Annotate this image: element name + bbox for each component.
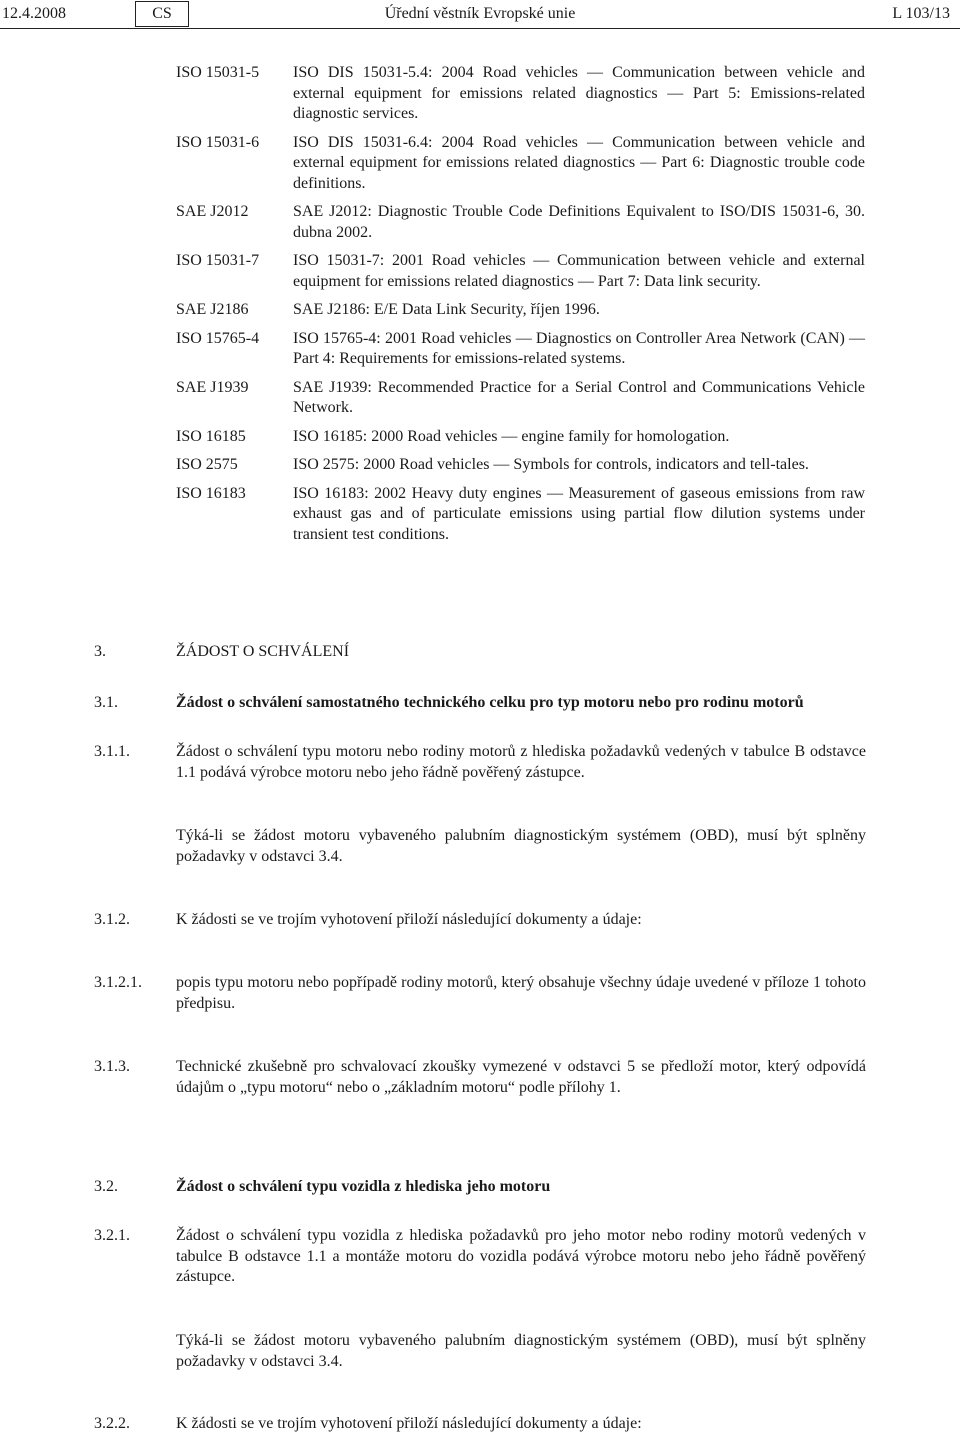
header-date: 12.4.2008 bbox=[2, 5, 66, 22]
reference-row bbox=[176, 427, 876, 448]
section-text: Žádost o schválení typu motoru nebo rodiny motorů z hlediska požadavků vedených v tabulce B odstavce 1.1 podává výrobce motoru nebo jeho řádně pověřený zástupce. bbox=[176, 743, 866, 781]
section-3 bbox=[94, 642, 874, 663]
reference-list bbox=[176, 63, 876, 545]
reference-code: SAE J2012 bbox=[176, 203, 249, 220]
section-3-2-2 bbox=[94, 1414, 874, 1435]
section-text: Technické zkušebně pro schvalovací zkoušky vymezené v odstavci 5 se předloží motor, který odpovídá údajům o „typu motoru“ nebo o „základním motoru“ podle přílohy 1. bbox=[176, 1058, 866, 1096]
section-heading: ŽÁDOST O SCHVÁLENÍ bbox=[176, 643, 350, 660]
obd-paragraph: Týká-li se žádost motoru vybaveného palubním diagnostickým systémem (OBD), musí být splněny požadavky v odstavci 3.4. bbox=[176, 827, 866, 865]
reference-text: SAE J2186: E/E Data Link Security, říjen 1996. bbox=[293, 301, 600, 318]
reference-text: ISO 16183: 2002 Heavy duty engines — Measurement of gaseous emissions from raw exhaust gas and of particulate emissions using partial flow dilution systems under transient test conditions. bbox=[293, 484, 865, 543]
section-3-1 bbox=[94, 693, 874, 714]
reference-row bbox=[176, 63, 876, 125]
reference-code: ISO 15031-5 bbox=[176, 64, 260, 81]
section-3-1-2 bbox=[94, 910, 874, 931]
section-number: 3.2.2. bbox=[94, 1415, 130, 1432]
reference-text: SAE J2012: Diagnostic Trouble Code Definitions Equivalent to ISO/DIS 15031-6, 30. dubna 2002. bbox=[293, 203, 865, 241]
reference-text: ISO 15031-7: 2001 Road vehicles — Communication between vehicle and external equipment for emissions related diagnostics — Part 7: Data link security. bbox=[293, 252, 865, 290]
reference-code: SAE J1939 bbox=[176, 378, 249, 396]
reference-text: ISO DIS 15031-5.4: 2004 Road vehicles — Communication between vehicle and external equipment for emissions related diagnostics — Part 5: Emissions-related diagnostic services. bbox=[293, 64, 865, 122]
section-3-1-1 bbox=[94, 742, 874, 783]
page-header bbox=[0, 0, 960, 29]
section-heading: Žádost o schválení typu vozidla z hlediska jeho motoru bbox=[176, 1178, 551, 1195]
reference-row bbox=[176, 455, 876, 476]
section-3-1-2-1 bbox=[94, 973, 874, 1014]
reference-code: ISO 15031-7 bbox=[176, 252, 260, 269]
reference-text: ISO 15765-4: 2001 Road vehicles — Diagnostics on Controller Area Network (CAN) — Part 4: Requirements for emissions-related systems. bbox=[293, 329, 865, 367]
language-badge: CS bbox=[135, 1, 189, 27]
section-number: 3.1.3. bbox=[94, 1058, 130, 1075]
page-number: L 103/13 bbox=[892, 5, 950, 22]
section-text: K žádosti se ve trojím vyhotovení přiloží následující dokumenty a údaje: bbox=[176, 1415, 642, 1432]
reference-text: SAE J1939: Recommended Practice for a Serial Control and Communications Vehicle Network. bbox=[293, 378, 865, 416]
reference-code: ISO 16183 bbox=[176, 484, 246, 502]
section-number: 3.1. bbox=[94, 694, 118, 711]
journal-title: Úřední věstník Evropské unie bbox=[384, 5, 576, 22]
section-3-1-3 bbox=[94, 1057, 874, 1098]
section-number: 3.2. bbox=[94, 1178, 118, 1195]
section-number: 3.1.1. bbox=[94, 743, 130, 760]
reference-row bbox=[176, 300, 876, 321]
reference-text: ISO 2575: 2000 Road vehicles — Symbols for controls, indicators and tell-tales. bbox=[293, 456, 809, 473]
section-number: 3.1.2.1. bbox=[94, 974, 142, 991]
section-number: 3.2.1. bbox=[94, 1227, 130, 1244]
reference-code: ISO 2575 bbox=[176, 456, 238, 473]
section-number: 3. bbox=[94, 643, 106, 660]
section-3-2 bbox=[94, 1177, 874, 1198]
reference-row bbox=[176, 202, 876, 243]
reference-code: SAE J2186 bbox=[176, 301, 249, 318]
reference-code: ISO 15765-4 bbox=[176, 329, 260, 347]
reference-row bbox=[176, 329, 876, 370]
section-number: 3.1.2. bbox=[94, 911, 130, 928]
reference-text: ISO 16185: 2000 Road vehicles — engine family for homologation. bbox=[293, 427, 730, 445]
reference-row bbox=[176, 378, 876, 419]
reference-row bbox=[176, 133, 876, 195]
section-heading: Žádost o schválení samostatného technického celku pro typ motoru nebo pro rodinu motorů bbox=[176, 694, 804, 711]
section-text: popis typu motoru nebo popřípadě rodiny motorů, který obsahuje všechny údaje uvedené v příloze 1 tohoto předpisu. bbox=[176, 974, 866, 1012]
reference-row bbox=[176, 251, 876, 292]
reference-text: ISO DIS 15031-6.4: 2004 Road vehicles — Communication between vehicle and external equipment for emissions related diagnostics — Part 6: Diagnostic trouble code definitions. bbox=[293, 133, 865, 192]
reference-row bbox=[176, 484, 876, 546]
reference-code: ISO 15031-6 bbox=[176, 133, 260, 151]
section-text: K žádosti se ve trojím vyhotovení přiloží následující dokumenty a údaje: bbox=[176, 911, 642, 928]
reference-code: ISO 16185 bbox=[176, 427, 246, 445]
section-3-2-1 bbox=[94, 1226, 874, 1288]
section-text: Žádost o schválení typu vozidla z hlediska požadavků pro jeho motor nebo rodiny motorů vedených v tabulce B odstavce 1.1 a montáže motoru do vozidla podává výrobce motoru nebo jeho řádně pověřený zástupce. bbox=[176, 1227, 866, 1285]
obd-paragraph: Týká-li se žádost motoru vybaveného palubním diagnostickým systémem (OBD), musí být splněny požadavky v odstavci 3.4. bbox=[176, 1332, 866, 1370]
